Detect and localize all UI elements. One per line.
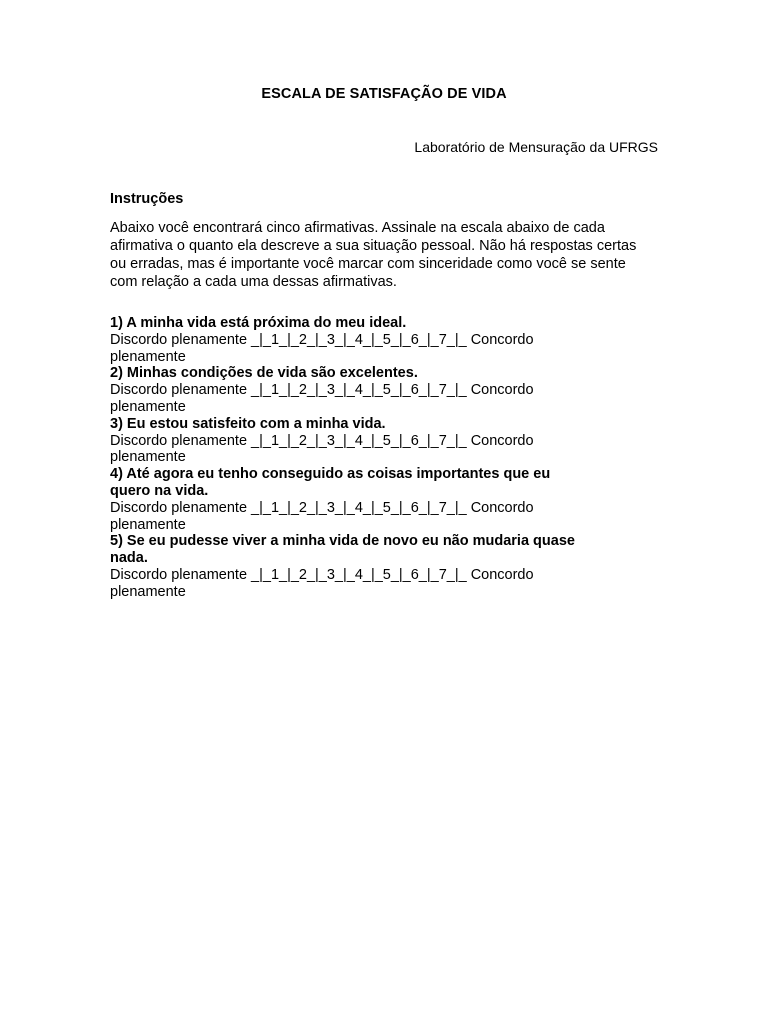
list-item: [110, 315, 658, 365]
list-item: [110, 466, 658, 533]
item-scale: Discordo plenamente _|_1_|_2_|_3_|_4_|_5_|_6_|_7_|_ Concordo plenamente: [110, 331, 534, 365]
item-scale: Discordo plenamente _|_1_|_2_|_3_|_4_|_5_|_6_|_7_|_ Concordo plenamente: [110, 382, 534, 415]
lab-name: Laboratório de Mensuração da UFRGS: [414, 139, 658, 155]
item-scale: Discordo plenamente _|_1_|_2_|_3_|_4_|_5_|_6_|_7_|_ Concordo plenamente: [110, 499, 534, 533]
items-list: [110, 315, 658, 601]
list-item: [110, 365, 658, 415]
instructions-heading: Instruções: [110, 191, 184, 207]
instructions-text: Abaixo você encontrará cinco afirmativas. Assinale na escala abaixo de cada afirmativa o quanto ela descreve a sua situação pessoal. Não há respostas certas ou erradas, mas é importante você marcar com sinceridade como você se sente com relação a cada uma dessas afirmativas.: [110, 220, 637, 290]
item-question: 2) Minhas condições de vida são excelentes.: [110, 365, 418, 382]
document-title: ESCALA DE SATISFAÇÃO DE VIDA: [261, 86, 507, 102]
item-question: 1) A minha vida está próxima do meu ideal.: [110, 315, 407, 331]
item-question: 4) Até agora eu tenho conseguido as coisas importantes que eu quero na vida.: [110, 466, 551, 499]
list-item: [110, 416, 658, 466]
item-question: 3) Eu estou satisfeito com a minha vida.: [110, 415, 386, 432]
document-page: [110, 0, 658, 1024]
item-question: 5) Se eu pudesse viver a minha vida de novo eu não mudaria quase nada.: [110, 533, 575, 567]
list-item: [110, 533, 658, 600]
item-scale: Discordo plenamente _|_1_|_2_|_3_|_4_|_5_|_6_|_7_|_ Concordo plenamente: [110, 432, 534, 466]
item-scale: Discordo plenamente _|_1_|_2_|_3_|_4_|_5_|_6_|_7_|_ Concordo plenamente: [110, 566, 534, 600]
